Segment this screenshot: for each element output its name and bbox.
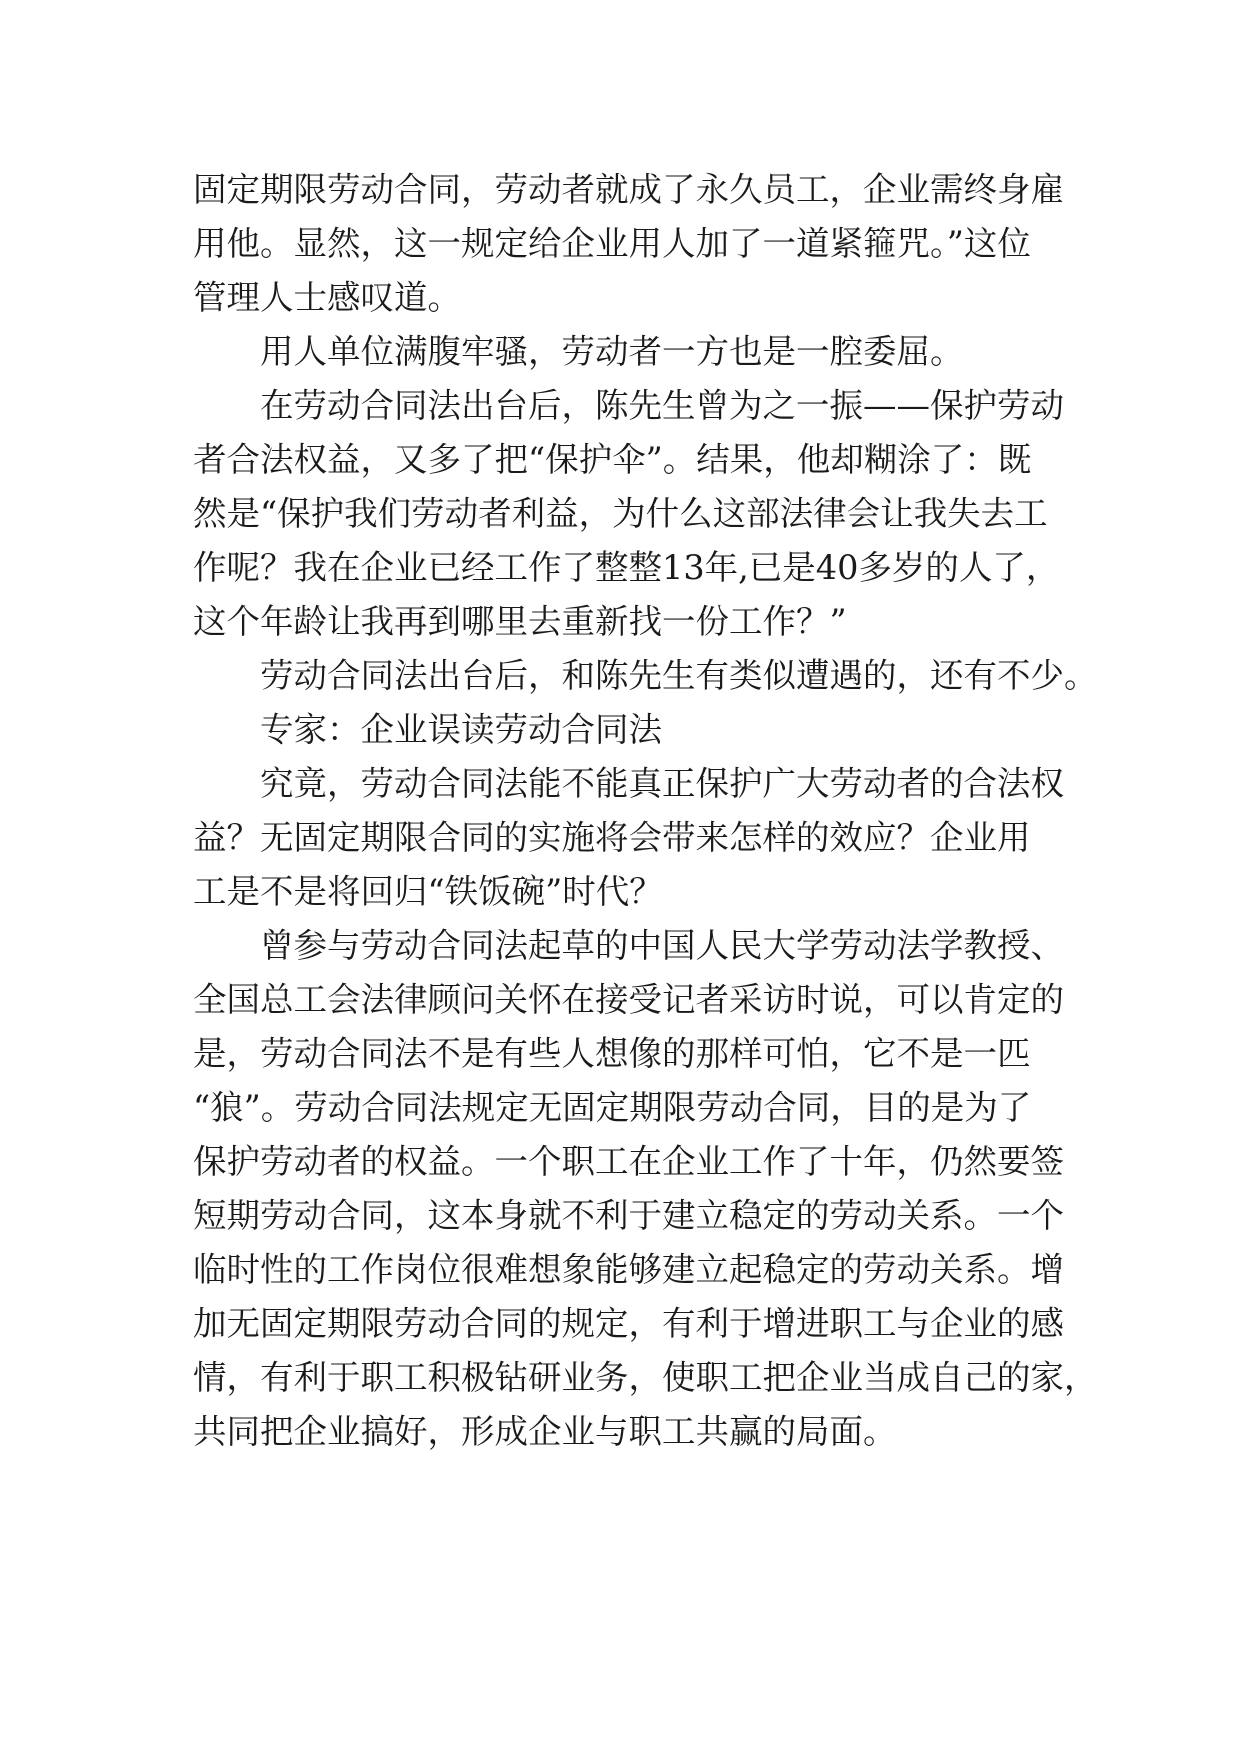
paragraph-first-line: 用人单位满腹牢骚，劳动者一方也是一腔委屈。 bbox=[260, 332, 964, 371]
paragraph-first-line: 劳动合同法出台后，和陈先生有类似遭遇的，还有不少。 bbox=[260, 656, 1098, 695]
text-line: 固定期限劳动合同，劳动者就成了永久员工，企业需终身雇 bbox=[193, 170, 1064, 209]
text-line: 作呢？我在企业已经工作了整整13年,已是40多岁的人了， bbox=[193, 548, 1060, 587]
text-line: 临时性的工作岗位很难想象能够建立起稳定的劳动关系。增 bbox=[193, 1250, 1064, 1289]
text-line: “狼”。劳动合同法规定无固定期限劳动合同，目的是为了 bbox=[193, 1088, 1032, 1127]
text-line: 是，劳动合同法不是有些人想像的那样可怕，它不是一匹 bbox=[193, 1034, 1031, 1073]
text-line: 情，有利于职工积极钻研业务，使职工把企业当成自己的家， bbox=[193, 1358, 1098, 1397]
text-line: 管理人士感叹道。 bbox=[193, 278, 461, 317]
text-line: 这个年龄让我再到哪里去重新找一份工作？” bbox=[193, 602, 847, 641]
paragraph-first-line: 究竟，劳动合同法能不能真正保护广大劳动者的合法权 bbox=[260, 764, 1064, 803]
text-line: 用他。显然，这一规定给企业用人加了一道紧箍咒。”这位 bbox=[193, 224, 1031, 263]
text-line: 共同把企业搞好，形成企业与职工共赢的局面。 bbox=[193, 1412, 897, 1451]
text-line: 然是“保护我们劳动者利益，为什么这部法律会让我失去工 bbox=[193, 494, 1048, 533]
text-line: 保护劳动者的权益。一个职工在企业工作了十年，仍然要签 bbox=[193, 1142, 1064, 1181]
text-line: 益？无固定期限合同的实施将会带来怎样的效应？企业用 bbox=[193, 818, 1031, 857]
text-line: 短期劳动合同，这本身就不利于建立稳定的劳动关系。一个 bbox=[193, 1196, 1064, 1235]
text-line: 全国总工会法律顾问关怀在接受记者采访时说，可以肯定的 bbox=[193, 980, 1064, 1019]
section-heading: 专家：企业误读劳动合同法 bbox=[260, 710, 662, 749]
paragraph-first-line: 在劳动合同法出台后，陈先生曾为之一振——保护劳动 bbox=[260, 386, 1064, 425]
text-line: 工是不是将回归“铁饭碗”时代？ bbox=[193, 872, 663, 911]
text-line: 加无固定期限劳动合同的规定，有利于增进职工与企业的感 bbox=[193, 1304, 1064, 1343]
text-line: 者合法权益，又多了把“保护伞”。结果，他却糊涂了：既 bbox=[193, 440, 1032, 479]
paragraph-first-line: 曾参与劳动合同法起草的中国人民大学劳动法学教授、 bbox=[260, 926, 1064, 965]
